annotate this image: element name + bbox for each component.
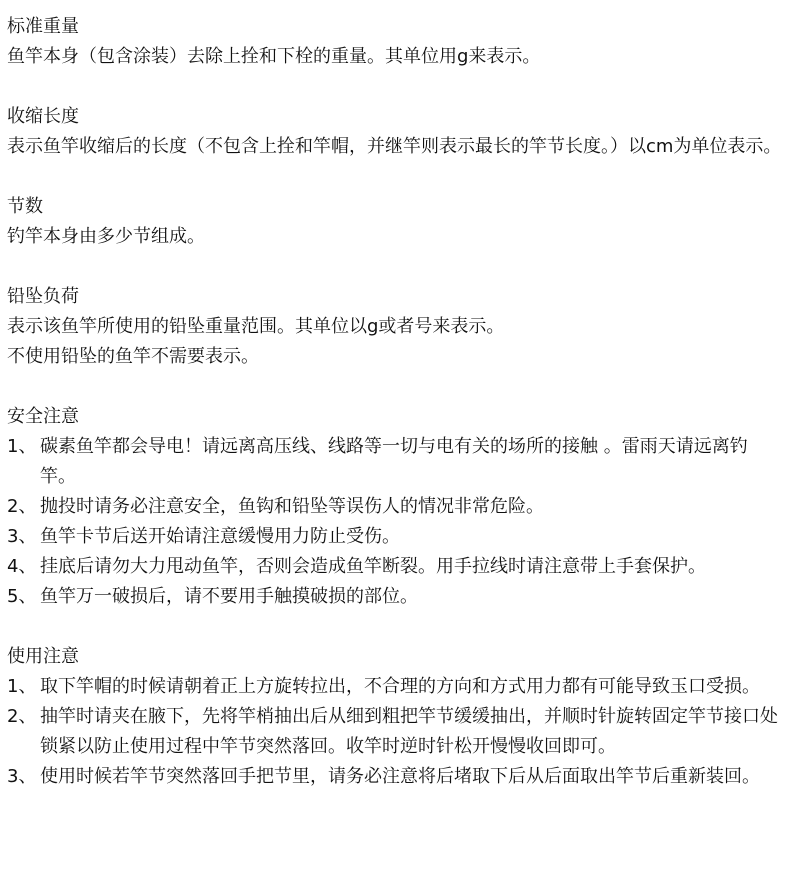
safety-note-text: 鱼竿卡节后送开始请注意缓慢用力防止受伤。 [40,526,400,547]
section-title-sections-count: 节数 [7,196,43,217]
retracted-length-description: 表示鱼竿收缩后的长度（不包含上拴和竿帽，并继竿则表示最长的竿节长度。）以cm为单位表示。 [7,136,782,157]
usage-note-text: 使用时候若竿节突然落回手把节里，请务必注意将后堵取下后从后面取出竿节后重新装回。 [40,766,760,787]
section-sinker-load [7,282,787,372]
safety-note-text: 抛投时请务必注意安全，鱼钩和铅坠等误伤人的情况非常危险。 [40,496,544,517]
section-retracted-length [7,102,787,162]
section-title-usage-notes: 使用注意 [7,646,79,667]
sections-count-description: 钓竿本身由多少节组成。 [7,226,205,247]
usage-note-item [7,702,787,762]
safety-note-number: 3、 [7,526,37,547]
usage-note-text: 抽竿时请夹在腋下，先将竿梢抽出后从细到粗把竿节缓缓抽出，并顺时针旋转固定竿节接口处锁紧以防止使用过程中竿节突然落回。收竿时逆时针松开慢慢收回即可。 [40,706,778,757]
usage-note-item [7,762,787,792]
safety-note-item [7,582,787,612]
safety-note-text: 挂底后请勿大力甩动鱼竿，否则会造成鱼竿断裂。用手拉线时请注意带上手套保护。 [40,556,706,577]
safety-note-text: 鱼竿万一破损后，请不要用手触摸破损的部位。 [40,586,418,607]
section-title-standard-weight: 标准重量 [7,16,79,37]
usage-note-number: 2、 [7,706,37,727]
safety-note-item [7,432,787,492]
section-standard-weight [7,12,787,72]
safety-note-number: 4、 [7,556,37,577]
usage-note-item [7,672,787,702]
safety-notes-list [7,432,787,612]
safety-note-number: 1、 [7,436,37,457]
safety-note-number: 5、 [7,586,37,607]
section-title-sinker-load: 铅坠负荷 [7,286,79,307]
safety-note-item [7,552,787,582]
safety-note-text: 碳素鱼竿都会导电！请远离高压线、线路等一切与电有关的场所的接触 。雷雨天请远离钓竿。 [40,436,748,487]
standard-weight-description: 鱼竿本身（包含涂装）去除上拴和下栓的重量。其单位用g来表示。 [7,46,541,67]
usage-note-text: 取下竿帽的时候请朝着正上方旋转拉出，不合理的方向和方式用力都有可能导致玉口受损。 [40,676,760,697]
sinker-load-description: 表示该鱼竿所使用的铅坠重量范围。其单位以g或者号来表示。 [7,316,505,337]
section-title-retracted-length: 收缩长度 [7,106,79,127]
spec-document [7,12,787,822]
section-safety-notes [7,402,787,612]
usage-note-number: 3、 [7,766,37,787]
sinker-load-note: 不使用铅坠的鱼竿不需要表示。 [7,346,259,367]
section-usage-notes [7,642,787,792]
usage-note-number: 1、 [7,676,37,697]
safety-note-item [7,522,787,552]
usage-notes-list [7,672,787,792]
safety-note-number: 2、 [7,496,37,517]
section-title-safety-notes: 安全注意 [7,406,79,427]
safety-note-item [7,492,787,522]
section-sections-count [7,192,787,252]
